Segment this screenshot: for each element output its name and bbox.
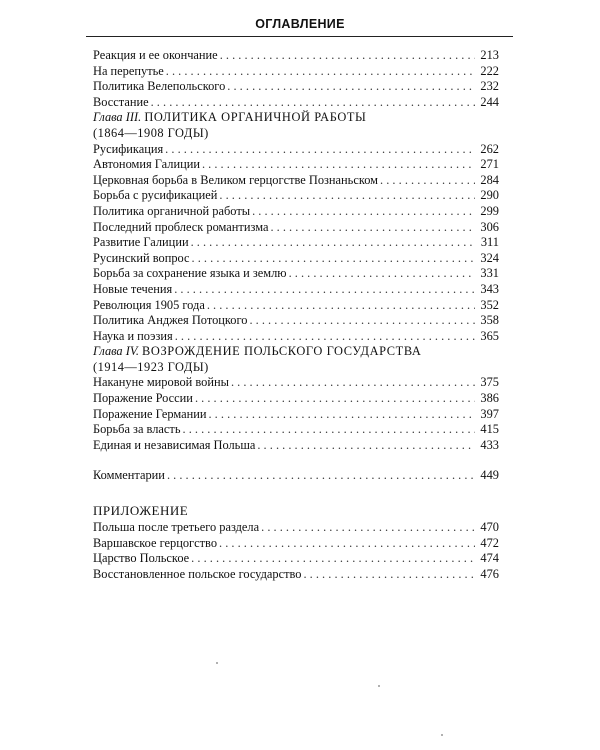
- toc-entry-title: Последний проблеск романтизма: [93, 219, 269, 234]
- toc-entry-title: Новые течения: [93, 281, 173, 296]
- chapter-4-years: (1914—1923 ГОДЫ): [93, 359, 209, 374]
- toc-entry-page: 386: [480, 391, 499, 406]
- toc-entry-title: Развитие Галиции: [93, 235, 189, 250]
- toc-entry-page: 449: [480, 468, 499, 483]
- toc-entry[interactable]: [93, 536, 499, 552]
- toc-entry[interactable]: [93, 142, 499, 158]
- toc-leader-dots: [175, 329, 475, 345]
- toc-entry[interactable]: [93, 567, 499, 583]
- toc-leader-dots: [151, 95, 475, 111]
- toc-entry-page: 433: [480, 437, 499, 452]
- chapter-4-label: Глава IV.: [93, 344, 139, 359]
- scan-speck: [378, 685, 380, 687]
- toc-entry[interactable]: [93, 282, 499, 298]
- toc-leader-dots: [303, 567, 475, 583]
- toc-entry-page: 358: [480, 313, 499, 328]
- chapter-4-title: ВОЗРОЖДЕНИЕ ПОЛЬСКОГО ГОСУДАРСТВА: [142, 344, 422, 359]
- toc-entry-title: Революция 1905 года: [93, 297, 205, 312]
- toc-leader-dots: [202, 157, 475, 173]
- toc-entry-page: 222: [480, 63, 499, 78]
- toc-leader-dots: [167, 468, 475, 484]
- toc-entry-title: Автономия Галиции: [93, 157, 200, 172]
- toc-entry-page: 244: [480, 94, 499, 109]
- toc-leader-dots: [207, 298, 475, 314]
- toc-entry-title: Поражение России: [93, 391, 193, 406]
- toc-entry-page: 299: [480, 203, 499, 218]
- toc-leader-dots: [249, 313, 475, 329]
- toc-entry-page: 311: [480, 235, 499, 250]
- toc-entry[interactable]: [93, 79, 499, 95]
- header-rule: [86, 36, 513, 37]
- toc-entry[interactable]: [93, 407, 499, 423]
- toc-entry[interactable]: [93, 551, 499, 567]
- toc-entry-page: 284: [480, 172, 499, 187]
- toc-entry-page: 343: [480, 281, 499, 296]
- toc-entry-title: Восстановленное польское государство: [93, 566, 302, 581]
- chapter-3-title: ПОЛИТИКА ОРГАНИЧНОЙ РАБОТЫ: [144, 110, 367, 125]
- toc-entry-page: 213: [480, 48, 499, 62]
- toc-entry-page: 262: [480, 141, 499, 156]
- toc-entry-comments[interactable]: [93, 468, 499, 484]
- chapter-4-heading[interactable]: [93, 344, 499, 360]
- toc-leader-dots: [192, 251, 475, 267]
- toc-leader-dots: [219, 188, 475, 204]
- toc-leader-dots: [227, 79, 475, 95]
- toc-entry[interactable]: [93, 157, 499, 173]
- chapter-3-heading[interactable]: [93, 110, 499, 126]
- toc-entry-title: Русификация: [93, 141, 164, 156]
- toc-entry[interactable]: [93, 95, 499, 111]
- toc-entry-page: 271: [480, 157, 499, 172]
- appendix-heading[interactable]: ПРИЛОЖЕНИЕ: [93, 503, 189, 519]
- toc-leader-dots: [261, 520, 475, 536]
- toc-entry[interactable]: [93, 188, 499, 204]
- toc-entry-page: 472: [480, 535, 499, 550]
- toc-leader-dots: [257, 438, 475, 454]
- toc-entry-page: 474: [480, 551, 499, 566]
- scan-speck: [216, 662, 218, 664]
- toc-entry-page: 324: [480, 250, 499, 265]
- toc-leader-dots: [166, 64, 475, 80]
- toc-leader-dots: [174, 282, 475, 298]
- toc-leader-dots: [208, 407, 475, 423]
- toc-entry-title: Церковная борьба в Великом герцогстве Познаньском: [93, 172, 379, 187]
- toc-entry[interactable]: [93, 438, 499, 454]
- toc-entry-page: 306: [480, 219, 499, 234]
- scan-speck: [441, 734, 443, 736]
- toc-entry[interactable]: [93, 266, 499, 282]
- toc-leader-dots: [191, 235, 475, 251]
- toc-leader-dots: [195, 391, 475, 407]
- toc-entry[interactable]: [93, 391, 499, 407]
- toc-leader-dots: [231, 375, 475, 391]
- toc-entry-title: Наука и поэзия: [93, 328, 173, 343]
- toc-leader-dots: [289, 266, 475, 282]
- toc-entry[interactable]: [93, 64, 499, 80]
- toc-entry[interactable]: [93, 313, 499, 329]
- toc-leader-dots: [380, 173, 475, 189]
- toc-entry-title: Единая и независимая Польша: [93, 437, 256, 452]
- toc-entry-page: 397: [480, 406, 499, 421]
- toc-entry-title: Комментарии: [93, 468, 165, 483]
- toc-entry-page: 415: [480, 422, 499, 437]
- toc-entry-title: Реакция и ее окончание: [93, 48, 218, 62]
- chapter-3-label: Глава III.: [93, 110, 142, 125]
- toc-entry[interactable]: [93, 375, 499, 391]
- toc-entry-title: Политика Велепольского: [93, 79, 226, 94]
- toc-entry-title: Варшавское герцогство: [93, 535, 218, 550]
- toc-entry[interactable]: [93, 298, 499, 314]
- toc-entry-title: Политика органичной работы: [93, 203, 251, 218]
- toc-entry[interactable]: [93, 329, 499, 345]
- toc-entry-title: Накануне мировой войны: [93, 375, 229, 390]
- toc-leader-dots: [220, 48, 475, 64]
- toc-entry-page: 365: [480, 328, 499, 343]
- toc-entry[interactable]: [93, 48, 499, 64]
- toc-entry-title: Царство Польское: [93, 551, 190, 566]
- toc-entry[interactable]: [93, 173, 499, 189]
- toc-entry-page: 290: [480, 188, 499, 203]
- toc-entry-page: 331: [480, 266, 499, 281]
- toc-entry-page: 470: [480, 520, 499, 535]
- toc-entry-title: На перепутье: [93, 63, 164, 78]
- toc-entry-title: Борьба с русификацией: [93, 188, 218, 203]
- toc-entry[interactable]: [93, 520, 499, 536]
- toc-entry[interactable]: [93, 220, 499, 236]
- toc-entry[interactable]: [93, 251, 499, 267]
- toc-leader-dots: [191, 551, 475, 567]
- toc-entry[interactable]: [93, 422, 499, 438]
- table-of-contents: [93, 48, 499, 582]
- toc-leader-dots: [165, 142, 475, 158]
- toc-entry[interactable]: [93, 204, 499, 220]
- toc-entry-page: 352: [480, 297, 499, 312]
- toc-entry-title: Польша после третьего раздела: [93, 520, 260, 535]
- toc-entry-page: 375: [480, 375, 499, 390]
- toc-entry-title: Борьба за власть: [93, 422, 181, 437]
- toc-entry-title: Борьба за сохранение языка и землю: [93, 266, 287, 281]
- toc-entry-title: Восстание: [93, 94, 149, 109]
- toc-entry-title: Русинский вопрос: [93, 250, 190, 265]
- toc-leader-dots: [270, 220, 475, 236]
- toc-entry-title: Поражение Германии: [93, 406, 207, 421]
- toc-leader-dots: [219, 536, 475, 552]
- chapter-3-years: (1864—1908 ГОДЫ): [93, 125, 209, 140]
- toc-leader-dots: [252, 204, 475, 220]
- toc-entry-page: 232: [480, 79, 499, 94]
- spacer: [93, 453, 499, 468]
- toc-entry-page: 476: [480, 566, 499, 581]
- toc-leader-dots: [183, 422, 476, 438]
- toc-entry-title: Политика Анджея Потоцкого: [93, 313, 248, 328]
- toc-entry[interactable]: [93, 235, 499, 251]
- page-header-title: ОГЛАВЛЕНИЕ: [255, 17, 345, 31]
- spacer: [93, 484, 499, 503]
